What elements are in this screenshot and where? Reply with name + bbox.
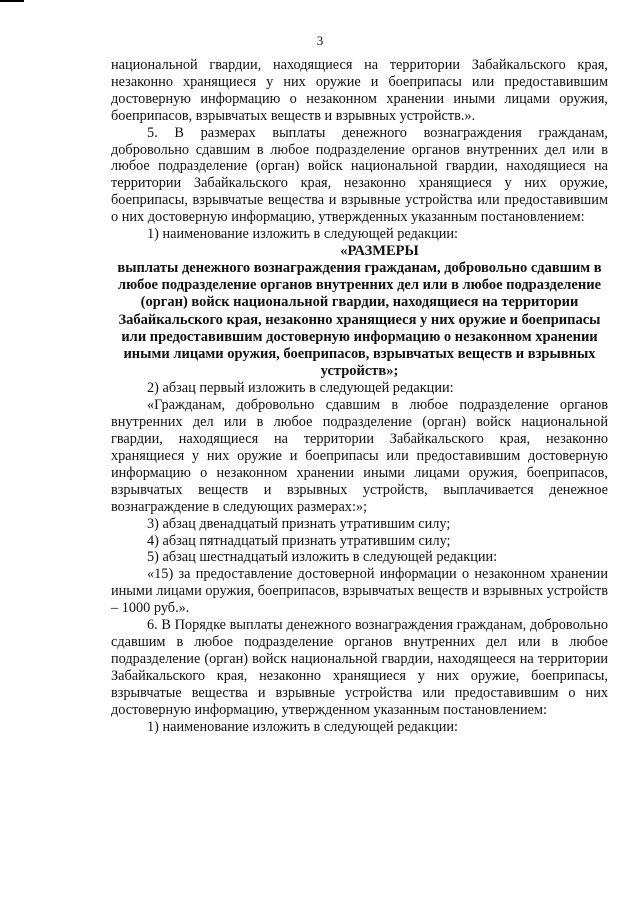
paragraph-item-5-5: 5) абзац шестнадцатый изложить в следующей редакции: <box>147 549 498 566</box>
title-body: выплаты денежного вознаграждения гражданам, добровольно сдавшим в любое подразделение органов внутренних дел или в любое подразделение (орган) войск национальной гвардии, находящиеся на территории Забайкальского края, незаконно хранящиеся у них оружие и боеприпасы или предоставившим достоверную информацию о незаконном хранении иными лицами оружия, боеприпасов, взрывчатых веществ и взрывных устройств»; <box>117 259 602 380</box>
paragraph-item-5-2: 2) абзац первый изложить в следующей редакции: <box>147 380 454 397</box>
document-body <box>111 57 608 735</box>
paragraph-item-6-1: 1) наименование изложить в следующей редакции: <box>147 718 458 735</box>
paragraph-item-5-1: 1) наименование изложить в следующей редакции: <box>147 226 458 243</box>
paragraph-quote-2: «15) за предоставление достоверной информации о незаконном хранении иными лицами оружия, боеприпасов, взрывчатых веществ и взрывных устройств – 1000 руб.». <box>111 566 608 617</box>
paragraph-item-5-4: 4) абзац пятнадцатый признать утратившим силу; <box>147 532 451 549</box>
title-heading: «РАЗМЕРЫ <box>340 242 419 259</box>
paragraph-item-5: 5. В размерах выплаты денежного вознаграждения гражданам, добровольно сдавшим в любое подразделение органов внутренних дел или в любое подразделение (орган) войск национальной гвардии, находящиеся на территории Забайкальского края, незаконно хранящиеся у них оружие, боеприпасы, взрывчатые вещества и взрывные устройства или предоставившим о них достоверную информацию, утвержденных указанным постановлением: <box>111 124 608 226</box>
corner-mark <box>0 0 24 2</box>
paragraph-item-6: 6. В Порядке выплаты денежного вознаграждения гражданам, добровольно сдавшим в любое подразделение органов внутренних дел или в любое подразделение (орган) войск национальной гвардии, находящееся на территории Забайкальского края, незаконно хранящиеся у них оружие, боеприпасы, взрывчатые вещества и взрывные устройства или предоставившим о них достоверную информацию, утвержденном указанным постановлением: <box>111 617 608 718</box>
paragraph-quote-1: «Гражданам, добровольно сдавшим в любое подразделение органов внутренних дел или в любое подразделение (орган) войск национальной гвардии, находящиеся на территории Забайкальского края, незаконно хранящиеся у них оружие и боеприпасы или предоставившим достоверную информацию о незаконном хранении иными лицами оружия, боеприпасов, взрывчатых веществ и взрывных устройств, выплачивается денежное вознаграждение в следующих размерах:»; <box>111 397 608 515</box>
paragraph-continuation: национальной гвардии, находящиеся на территории Забайкальского края, незаконно хранящиеся у них оружие и боеприпасы или предоставившим достоверную информацию о незаконном хранении иными лицами оружия, боеприпасов, взрывчатых веществ и взрывных устройств.». <box>111 57 608 124</box>
page-number: 3 <box>316 33 324 48</box>
paragraph-item-5-3: 3) абзац двенадцатый признать утратившим силу; <box>147 515 451 532</box>
